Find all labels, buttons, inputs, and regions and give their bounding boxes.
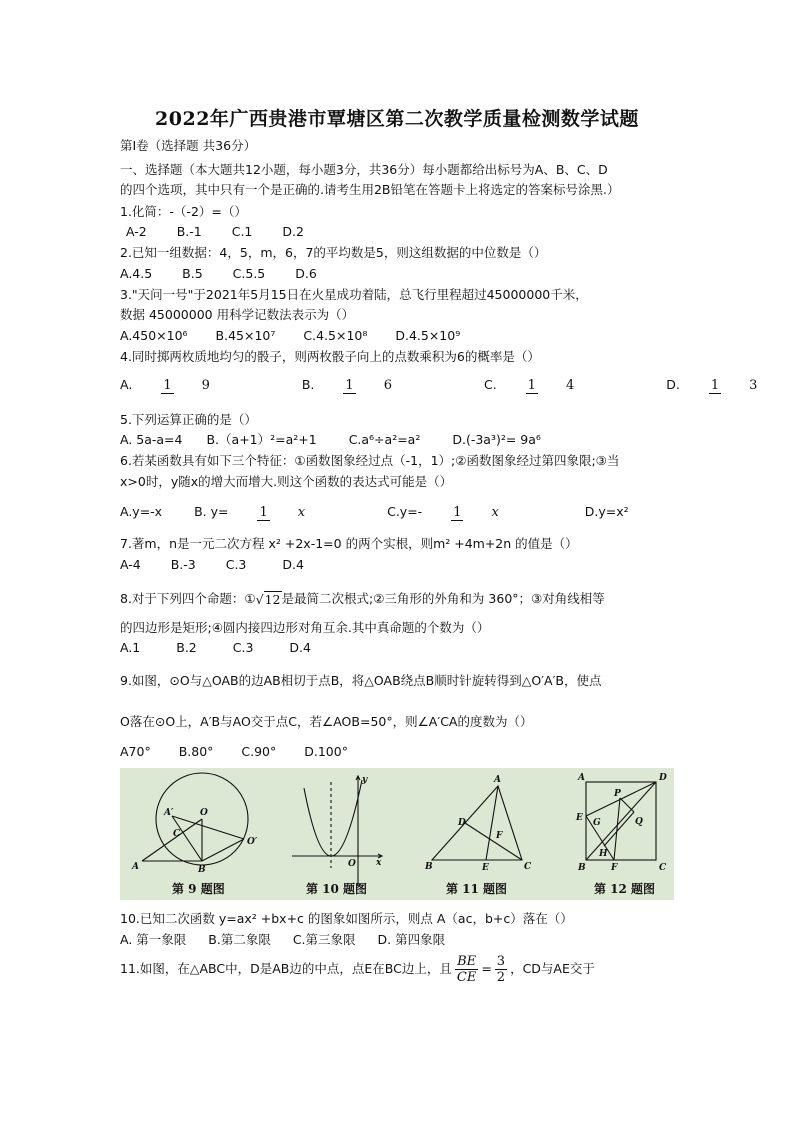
fig9-label-o: O (200, 808, 208, 818)
q5-option-d: D.(-3a³)²= 9a⁶ (452, 432, 541, 447)
q4-option-a-label: A. (120, 377, 133, 392)
fig9-segment-apop (172, 816, 244, 839)
fraction-numerator: 1 (345, 377, 354, 393)
q9-option-c: C.90° (241, 744, 277, 759)
q5-options (120, 432, 567, 448)
fraction-numerator: 1 (453, 504, 462, 520)
q4-option-b (302, 368, 446, 402)
figure-11 (432, 786, 522, 860)
fraction-numerator: 1 (527, 377, 536, 393)
q7-option-c: C.3 (225, 557, 247, 572)
fig11-segment-cd (465, 823, 522, 860)
q5-option-b: B.（a+1）²=a²+1 (206, 432, 317, 447)
q8-stem-prefix: 8.对于下列四个命题：① (120, 591, 256, 606)
q8-stem-suffix: 是最简二次根式;②三角形的外角和为 360°；③对角线相等 (281, 591, 605, 606)
section-header: 第Ⅰ卷（选择题 共36分） (120, 138, 257, 153)
fig10-label-y: y (362, 775, 368, 785)
q3-option-c: C.4.5×10⁸ (303, 328, 368, 343)
q3-stem-line-2: 数据 45000000 用科学记数法表示为（） (120, 307, 355, 322)
q4-option-b-label: B. (301, 377, 315, 392)
fig11-label-e: E (482, 863, 489, 873)
q11-value-fraction (495, 954, 507, 985)
fig10-parabola (304, 780, 362, 856)
fig12-label-b: B (578, 863, 586, 873)
q1-option-b: B.-1 (176, 224, 202, 239)
fraction-denominator: 9 (201, 377, 210, 393)
fig11-label-f: F (496, 831, 503, 841)
q9-stem-line-2: O落在⊙O上，A′B与AO交于点C，若∠AOB=50°，则∠A′CA的度数为（） (120, 714, 533, 729)
q7-stem: 7.著m，n是一元二次方程 x² +2x-1=0 的两个实根，则m² +4m+2n 的值是（） (120, 536, 578, 551)
fig9-label-b: B (198, 865, 206, 875)
fig9-segment-bop (202, 839, 244, 861)
q7-option-a: A-4 (120, 557, 141, 572)
fig12-label-h: H (599, 849, 608, 859)
q4-stem: 4.同时掷两枚质地均匀的骰子，则两枚骰子向上的点数乘积为6的概率是（） (120, 349, 540, 364)
fig12-label-f: F (611, 863, 618, 873)
q6-option-d: D.y=x² (584, 504, 629, 519)
q8-option-d: D.4 (289, 640, 311, 655)
q6-option-b-fraction (257, 505, 333, 521)
fig9-label-ap: A′ (164, 808, 174, 818)
q9-stem-line-1: 9.如图，⊙O与△OAB的边AB相切于点B，将△OAB绕点B顺时针旋转得到△O′A′B，使点 (120, 673, 602, 688)
q11-equals: = (481, 961, 492, 976)
fig11-caption: 第 11 题图 (446, 882, 508, 896)
q6-options (120, 494, 655, 530)
q9-options (120, 744, 374, 760)
q10-option-d: D. 第四象限 (377, 932, 446, 947)
q7-option-d: D.4 (282, 557, 304, 572)
q8-option-a: A.1 (120, 640, 141, 655)
fraction-numerator: 1 (259, 504, 268, 520)
q9-option-b: B.80° (178, 744, 214, 759)
q3-option-b: B.45×10⁷ (215, 328, 276, 343)
q4-option-a-fraction (161, 378, 238, 394)
q1-options (126, 224, 330, 240)
figure-10 (292, 776, 382, 886)
fig9-segment-ao (142, 819, 202, 861)
fig11-label-a: A (494, 775, 501, 785)
fraction-denominator: x (297, 504, 306, 520)
q8-stem-line-2: 的四边形是矩形;④圆内接四边形对角互余.其中真命题的个数为（） (120, 620, 490, 635)
q2-option-b: B.5 (182, 266, 203, 281)
fig9-label-c: C (173, 829, 181, 839)
q11-stem-suffix: ，CD与AE交于 (510, 961, 595, 976)
fraction-denominator: 2 (496, 970, 506, 985)
q4-option-c-fraction (526, 378, 603, 394)
q6-option-b-prefix: B. y= (194, 504, 229, 519)
q6-stem-line-1: 6.若某函数具有如下三个特征：①函数图象经过点（-1，1）;②函数图象经过第四象限;③当 (120, 453, 620, 468)
fig10-caption: 第 10 题图 (306, 882, 368, 896)
q4-option-c (484, 368, 628, 402)
q2-option-d: D.6 (295, 266, 317, 281)
fraction-denominator: 4 (565, 377, 575, 393)
fraction-denominator: 3 (749, 377, 758, 393)
q4-option-d (666, 368, 794, 402)
fig9-caption: 第 9 题图 (172, 882, 225, 896)
fig12-segment-pq (620, 798, 634, 812)
q8-option-c: C.3 (232, 640, 254, 655)
q10-stem: 10.已知二次函数 y=ax² +bx+c 的图象如图所示，则点 A（ac，b+c）落在（） (120, 911, 573, 926)
fig12-caption: 第 12 题图 (594, 882, 656, 896)
instructions-line-1: 一、选择题（本大题共12小题，每小题3分，共36分）每小题都给出标号为A、B、C、D (120, 162, 608, 177)
fraction-numerator: BE (457, 954, 477, 969)
q4-options (120, 368, 794, 402)
q11-ratio-fraction (455, 954, 478, 985)
q2-option-a: A.4.5 (120, 266, 153, 281)
fraction-numerator: 1 (710, 377, 720, 393)
q3-stem-line-1: 3."天问一号"于2021年5月15日在火星成功着陆，总飞行里程超过45000000千米， (120, 287, 588, 302)
fraction-numerator: 1 (163, 377, 172, 393)
q5-stem: 5.下列运算正确的是（） (120, 412, 257, 427)
q5-option-c: C.a⁶÷a²=a² (348, 432, 421, 447)
q3-options (120, 328, 486, 344)
fig9-label-op: O′ (247, 837, 258, 847)
q8-radicand: 12 (264, 591, 281, 607)
fraction-denominator: 6 (383, 377, 392, 393)
figure-9 (142, 773, 248, 865)
q11-stem-prefix: 11.如图，在△ABC中，D是AB边的中点，点E在BC边上，且 (120, 961, 452, 976)
q8-sqrt: √12 (255, 591, 281, 607)
fraction-denominator: x (491, 504, 499, 520)
fig10-label-x: x (376, 858, 382, 868)
q3-option-a: A.450×10⁶ (120, 328, 188, 343)
fig11-label-b: B (425, 862, 433, 872)
q6-option-c (387, 494, 553, 530)
q6-option-a: A.y=-x (120, 504, 163, 519)
q4-option-c-label: C. (483, 377, 497, 392)
q6-option-c-prefix: C.y=- (387, 504, 423, 519)
q3-option-d: D.4.5×10⁹ (395, 328, 461, 343)
fig10-label-o: O (348, 859, 356, 869)
q8-option-b: B.2 (176, 640, 197, 655)
fig12-label-a: A (578, 773, 585, 783)
q7-option-b: B.-3 (170, 557, 196, 572)
q5-option-a: A. 5a-a=4 (120, 432, 183, 447)
q9-option-d: D.100° (304, 744, 348, 759)
fig12-label-g: G (593, 818, 601, 828)
fig12-label-e: E (576, 813, 583, 823)
fraction-numerator: 3 (496, 954, 506, 969)
figures-panel (120, 768, 674, 900)
q1-option-c: C.1 (231, 224, 253, 239)
fig11-label-c: C (524, 862, 532, 872)
q6-option-b (194, 494, 359, 530)
page-title: 2022年广西贵港市覃塘区第二次教学质量检测数学试题 (155, 108, 639, 130)
q4-option-a (120, 368, 264, 402)
q10-option-b: B.第二象限 (208, 932, 271, 947)
q4-option-d-fraction (709, 378, 786, 394)
q6-stem-line-2: x>0时，y随x的增大而增大.则这个函数的表达式可能是（） (120, 474, 453, 489)
q10-option-c: C.第三象限 (292, 932, 356, 947)
fig12-label-p: P (614, 789, 621, 799)
q1-stem: 1.化简：-（-2）=（） (120, 204, 247, 219)
q4-option-b-fraction (343, 378, 420, 394)
q1-option-d: D.2 (282, 224, 304, 239)
fig12-label-d: D (659, 773, 667, 783)
q2-options (120, 266, 343, 282)
q4-option-d-label: D. (666, 377, 680, 392)
q10-option-a: A. 第一象限 (120, 932, 187, 947)
fig11-label-d: D (458, 818, 466, 828)
q7-options (120, 557, 330, 573)
q10-options (120, 932, 471, 948)
q1-option-a: A-2 (126, 224, 147, 239)
fig9-label-a: A (132, 862, 139, 872)
q11-stem (120, 952, 595, 986)
fig11-triangle-abc (432, 786, 522, 860)
fig12-label-q: Q (635, 817, 643, 827)
q6-option-c-fraction (451, 505, 527, 521)
q8-stem-line-1 (120, 588, 605, 611)
q2-option-c: C.5.5 (232, 266, 266, 281)
fig12-segment-hq (604, 812, 634, 846)
fig12-label-c: C (659, 863, 667, 873)
instructions-line-2: 的四个选项，其中只有一个是正确的.请考生用2B铅笔在答题卡上将选定的答案标号涂黑.） (120, 182, 620, 197)
q8-options (120, 640, 337, 656)
fraction-denominator: CE (456, 970, 477, 985)
q9-option-a: A70° (120, 744, 151, 759)
q2-stem: 2.已知一组数据：4，5，m，6，7的平均数是5，则这组数据的中位数是（） (120, 245, 547, 260)
